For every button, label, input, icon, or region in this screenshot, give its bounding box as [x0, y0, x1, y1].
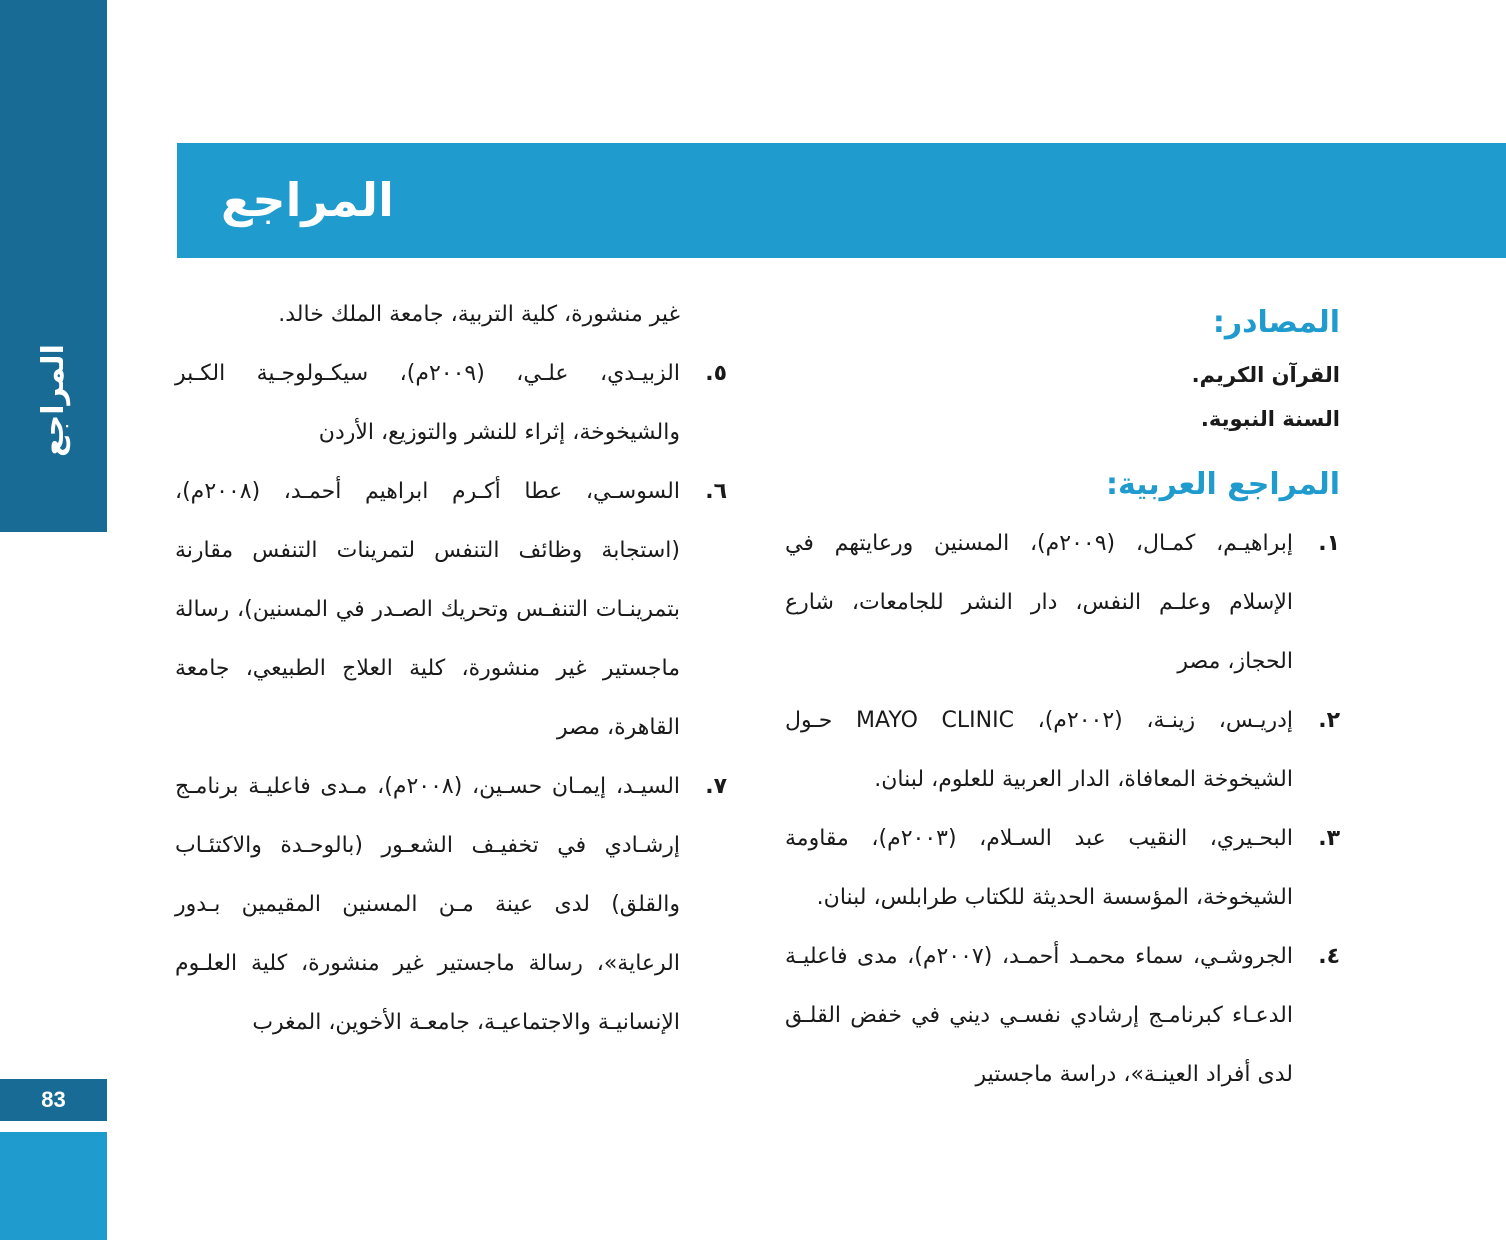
page-number: 83 — [41, 1087, 66, 1112]
reference-item — [785, 927, 1340, 1104]
reference-number: ٦. — [705, 479, 727, 504]
source-item: السنة النبوية. — [1200, 407, 1340, 431]
reference-number: ٣. — [1318, 826, 1340, 851]
sources-heading: المصادر: — [1212, 305, 1340, 340]
reference-continuation: غير منشورة، كلية التربية، جامعة الملك خالد. — [278, 302, 680, 327]
source-item: القرآن الكريم. — [1191, 363, 1340, 387]
reference-text: إدريـس، زينـة، (٢٠٠٢م)، MAYO CLINIC حـول الشيخوخة المعافاة، الدار العربية للعلوم، لبنان. — [785, 708, 1293, 792]
sidebar-section-label — [0, 300, 107, 500]
reference-item — [785, 691, 1340, 809]
reference-text: إبراهيـم، كمـال، (٢٠٠٩م)، المسنين ورعايتهم في الإسلام وعلـم النفس، دار النشر للجامعات، شارع الحجاز، مصر — [785, 531, 1293, 674]
reference-text: الزبيـدي، علـي، (٢٠٠٩م)، سيكـولوجـية الكـبر والشيخوخة، إثراء للنشر والتوزيع، الأردن — [175, 361, 680, 445]
reference-number: ٥. — [705, 361, 727, 386]
left-column — [175, 285, 727, 1052]
right-column — [785, 300, 1340, 1104]
reference-item — [785, 514, 1340, 691]
reference-number: ١. — [1318, 531, 1340, 556]
reference-text: البحـيري، النقيب عبد السـلام، (٢٠٠٣م)، مقاومة الشيخوخة، المؤسسة الحديثة للكتاب طرابلس، لبنان. — [785, 826, 1293, 910]
sidebar-label-text: المراجع — [36, 343, 72, 457]
reference-item — [175, 757, 727, 1052]
reference-number: ٢. — [1318, 708, 1340, 733]
reference-text: السوسـي، عطا أكـرم ابراهيم أحمـد، (٢٠٠٨م)، (استجابة وظائف التنفس لتمرينات التنفس مقارنة بتمرينـات التنفـس وتحريك الصـدر في المسنين)، رسالة ماجستير غير منشورة، كلية العلاج الطبيعي، جامعة القاهرة، مصر — [175, 479, 680, 740]
reference-text: السيـد، إيمـان حسـين، (٢٠٠٨م)، مـدى فاعليـة برنامـج إرشـادي في تخفيـف الشعـور (بالوحـدة والاكتئـاب والقلق) لدى عينة مـن المسنين المقيمين بـدور الرعاية»، رسالة ماجستير غير منشورة، كلية العلـوم الإنسانيـة والاجتماعيـة، جامعـة الأخوين، المغرب — [175, 774, 681, 1035]
reference-list — [175, 344, 727, 1052]
page-title: المراجع — [221, 173, 394, 227]
reference-text: الجروشـي، سماء محمـد أحمـد، (٢٠٠٧م)، مدى فاعليـة الدعـاء كبرنامـج إرشادي نفسـي ديني في خفض القلـق لدى أفراد العينـة»، دراسة ماجستير — [785, 944, 1293, 1087]
reference-item — [785, 809, 1340, 927]
arabic-references-heading: المراجع العربية: — [1105, 467, 1340, 502]
title-banner — [177, 143, 1506, 258]
reference-list — [785, 514, 1340, 1104]
sidebar-footer-strip — [0, 1132, 107, 1240]
reference-number: ٤. — [1318, 944, 1340, 969]
reference-number: ٧. — [705, 774, 727, 799]
reference-item — [175, 344, 727, 462]
page-number-box — [0, 1079, 107, 1121]
reference-item — [175, 462, 727, 757]
